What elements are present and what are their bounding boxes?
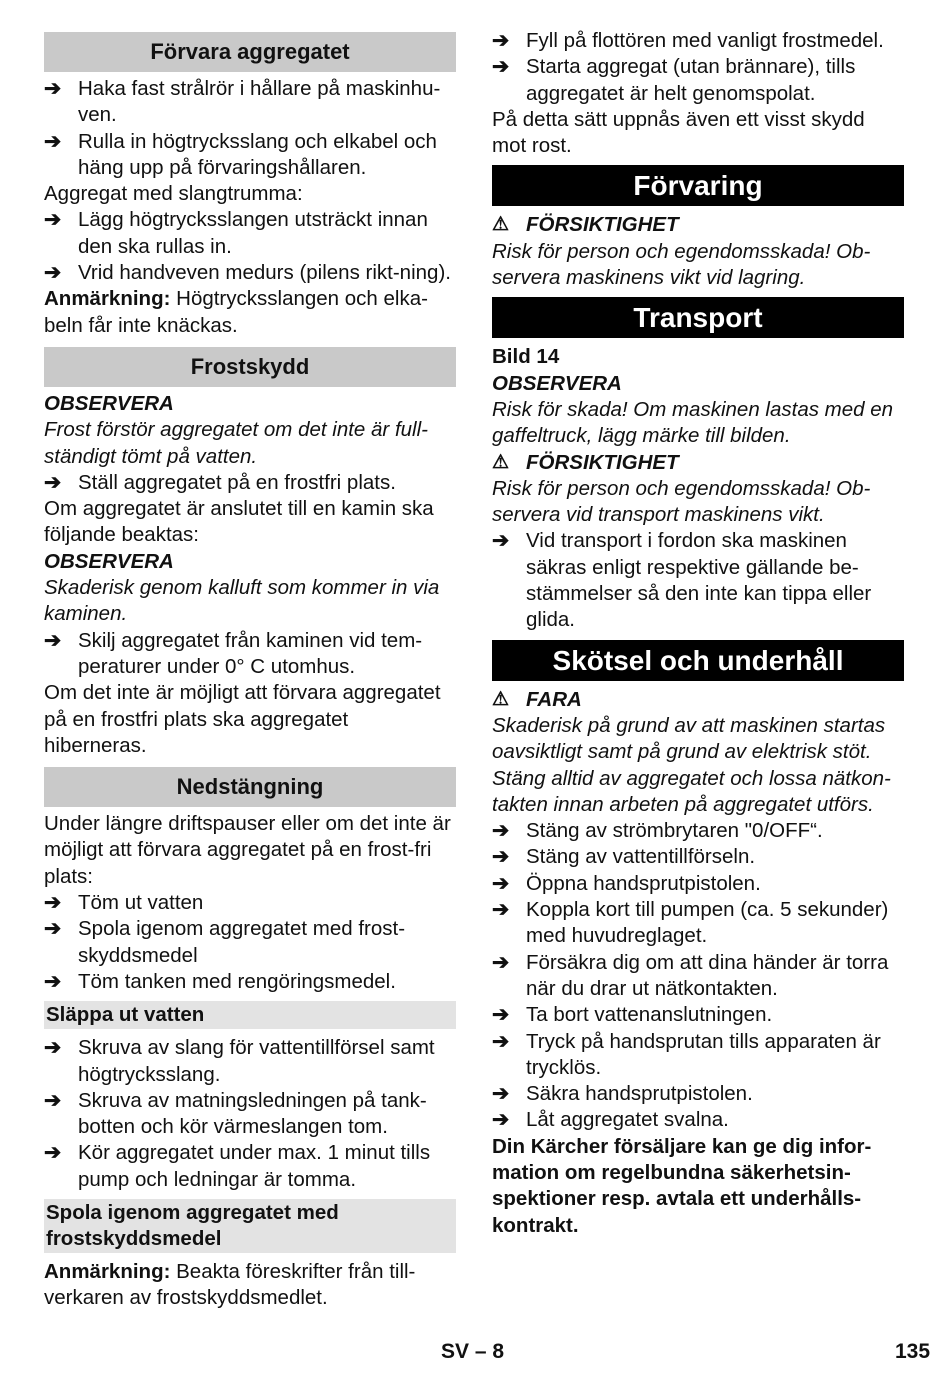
warning-icon: ⚠	[492, 214, 510, 236]
bullet: ➔ Töm tanken med rengöringsmedel.	[44, 969, 456, 995]
observera-label: OBSERVERA	[44, 549, 174, 573]
warning-text: Risk för person och egendomsskada! Ob-servera maskinens vikt vid lagring.	[492, 239, 871, 290]
warning-text: Risk för person och egendomsskada! Ob-servera vid transport maskinens vikt.	[492, 476, 871, 527]
subheading-spola-igenom: Spola igenom aggregatet med frostskyddsmedel	[44, 1199, 456, 1253]
heading-forvara-aggregatet: Förvara aggregatet	[44, 32, 456, 72]
footer-section: SV – 8	[441, 1340, 505, 1363]
arrow-icon: ➔	[44, 1088, 62, 1112]
bullet: ➔ Stäng av vattentillförseln.	[492, 844, 904, 870]
left-column	[44, 28, 456, 1312]
bullet: ➔ Öppna handsprutpistolen.	[492, 871, 904, 897]
observera-label: OBSERVERA	[492, 371, 622, 395]
warning-label: ⚠ FÖRSIKTIGHET	[492, 450, 904, 476]
bullet: ➔ Lägg högtrycksslangen utsträckt innan den ska rullas in.	[44, 207, 456, 260]
heading-transport: Transport	[492, 297, 904, 338]
arrow-icon: ➔	[492, 819, 510, 843]
arrow-icon: ➔	[492, 845, 510, 869]
note	[44, 286, 456, 339]
warning-text: Skaderisk på grund av att maskinen startas oavsiktligt samt på grund av elektrisk stöt. Stäng alltid av aggregatet och lossa nätkon-takten innan arbeten på aggregatet utförs.	[492, 713, 891, 816]
bullet: ➔ Rulla in högtrycksslang och elkabel och häng upp på förvaringshållaren.	[44, 129, 456, 182]
bullet: ➔ Ta bort vattenanslutningen.	[492, 1002, 904, 1028]
right-column	[492, 28, 904, 1239]
arrow-icon: ➔	[492, 950, 510, 974]
observera-text: Frost förstör aggregatet om det inte är full-ständigt tömt på vatten.	[44, 418, 428, 468]
heading-frostskydd: Frostskydd	[44, 347, 456, 387]
bullet: ➔ Säkra handsprutpistolen.	[492, 1081, 904, 1107]
bullet: ➔ Koppla kort till pumpen (ca. 5 sekunder) med huvudreglaget.	[492, 897, 904, 950]
subheading-slappa-ut-vatten: Släppa ut vatten	[44, 1001, 456, 1029]
arrow-icon: ➔	[492, 55, 510, 79]
dealer-info: Din Kärcher försäljare kan ge dig infor-mation om regelbundna säkerhetsin-spektioner resp. avtala ett underhålls-kontrakt.	[492, 1134, 872, 1237]
arrow-icon: ➔	[44, 917, 62, 941]
arrow-icon: ➔	[44, 208, 62, 232]
arrow-icon: ➔	[492, 898, 510, 922]
arrow-icon: ➔	[44, 1036, 62, 1060]
figure-reference: Bild 14	[492, 345, 560, 369]
arrow-icon: ➔	[492, 29, 510, 52]
arrow-icon: ➔	[492, 1108, 510, 1132]
footer-page-number: 135	[895, 1340, 931, 1363]
observera-text: Skaderisk genom kalluft som kommer in via kaminen.	[44, 576, 440, 626]
paragraph: Under längre driftspauser eller om det inte är möjligt att förvara aggregatet på en frost-fri plats:	[44, 812, 451, 888]
bullet: ➔ Töm ut vatten	[44, 890, 456, 916]
warning-label: ⚠ FÖRSIKTIGHET	[492, 212, 904, 238]
bullet: ➔ Tryck på handsprutan tills apparaten är trycklös.	[492, 1029, 904, 1082]
warning-icon: ⚠	[492, 451, 510, 473]
paragraph: Om aggregatet är anslutet till en kamin ska följande beaktas:	[44, 497, 434, 547]
arrow-icon: ➔	[44, 891, 62, 915]
bullet: ➔ Vid transport i fordon ska maskinen säkras enligt respektive gällande be-stämmelser så den inte kan tippa eller glida.	[492, 528, 904, 633]
bullet: ➔ Spola igenom aggregatet med frost-skyddsmedel	[44, 916, 456, 969]
bullet: ➔ Skruva av matningsledningen på tank-botten och kör värmeslangen tom.	[44, 1088, 456, 1141]
bullet: ➔ Kör aggregatet under max. 1 minut tills pump och ledningar är tomma.	[44, 1140, 456, 1193]
arrow-icon: ➔	[492, 529, 510, 553]
warning-label: ⚠ FARA	[492, 687, 904, 713]
arrow-icon: ➔	[492, 871, 510, 895]
heading-skotsel-och-underhall: Skötsel och underhåll	[492, 640, 904, 681]
bullet: ➔ Haka fast strålrör i hållare på maskinhu-ven.	[44, 76, 456, 129]
arrow-icon: ➔	[44, 1141, 62, 1165]
arrow-icon: ➔	[492, 1082, 510, 1106]
note-text: Beakta föreskrifter från till-verkaren av frostskyddsmedlet.	[44, 1259, 416, 1310]
heading-nedstangning: Nedstängning	[44, 767, 456, 807]
note	[44, 1259, 456, 1312]
bullet: ➔ Skilj aggregatet från kaminen vid tem-peraturer under 0° C utomhus.	[44, 628, 456, 681]
arrow-icon: ➔	[44, 129, 62, 153]
arrow-icon: ➔	[44, 470, 62, 494]
arrow-icon: ➔	[44, 261, 62, 285]
note-text: Högtrycksslangen och elka-beln får inte knäckas.	[44, 287, 428, 337]
bullet: ➔ Stäng av strömbrytaren "0/OFF“.	[492, 818, 904, 844]
bullet: ➔ Ställ aggregatet på en frostfri plats.	[44, 470, 456, 496]
warning-icon: ⚠	[492, 688, 510, 710]
bullet: ➔ Vrid handveven medurs (pilens rikt-ning).	[44, 260, 456, 286]
arrow-icon: ➔	[492, 1029, 510, 1053]
arrow-icon: ➔	[492, 1003, 510, 1027]
observera-label: OBSERVERA	[44, 391, 174, 415]
observera-text: Risk för skada! Om maskinen lastas med en gaffeltruck, lägg märke till bilden.	[492, 397, 894, 448]
paragraph: På detta sätt uppnås även ett visst skydd mot rost.	[492, 107, 865, 158]
paragraph: Aggregat med slangtrumma:	[44, 182, 303, 206]
bullet: ➔ Låt aggregatet svalna.	[492, 1107, 904, 1133]
bullet: ➔ Starta aggregat (utan brännare), tills aggregatet är helt genomspolat.	[492, 54, 904, 107]
note-label: Anmärkning:	[44, 1259, 171, 1283]
paragraph: Om det inte är möjligt att förvara aggregatet på en frostfri plats ska aggregatet hiberneras.	[44, 681, 441, 757]
bullet: ➔ Fyll på flottören med vanligt frostmedel.	[492, 28, 904, 54]
note-label: Anmärkning:	[44, 287, 171, 311]
bullet: ➔ Försäkra dig om att dina händer är torra när du drar ut nätkontakten.	[492, 950, 904, 1003]
bullet: ➔ Skruva av slang för vattentillförsel samt högtrycksslang.	[44, 1035, 456, 1088]
arrow-icon: ➔	[44, 628, 62, 652]
arrow-icon: ➔	[44, 969, 62, 993]
heading-forvaring: Förvaring	[492, 165, 904, 206]
arrow-icon: ➔	[44, 77, 62, 100]
